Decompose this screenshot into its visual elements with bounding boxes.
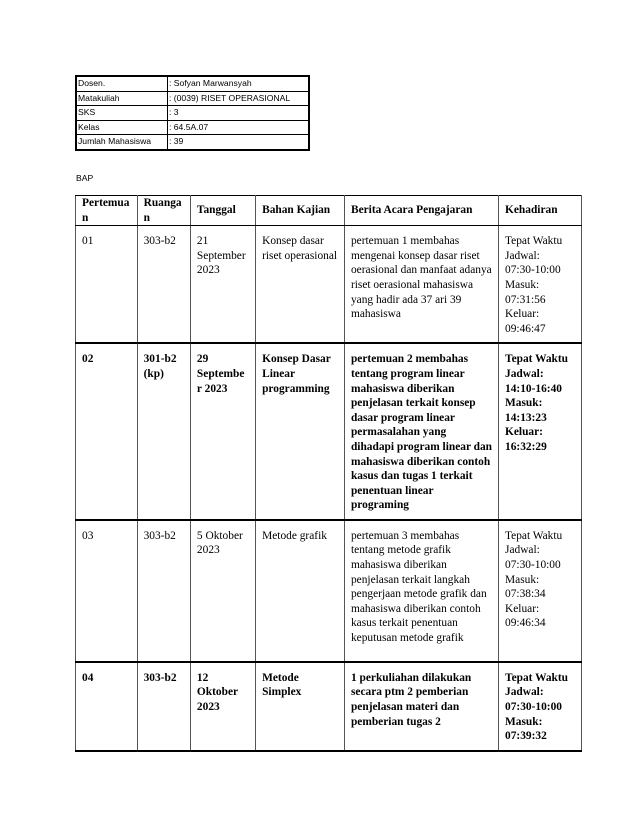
info-label: Kelas xyxy=(76,120,168,135)
cell-ruangan: 303-b2 xyxy=(137,520,190,662)
attendance-line: 07:38:34 xyxy=(505,588,546,601)
info-value: : 3 xyxy=(168,106,310,121)
info-label: Dosen. xyxy=(76,76,168,91)
cell-pertemuan: 03 xyxy=(76,520,138,662)
attendance-line: Jadwal: xyxy=(505,367,544,380)
cell-berita-acara: 1 perkuliahan dilakukan secara ptm 2 pemberian penjelasan materi dan pemberian tugas 2 xyxy=(344,662,498,751)
attendance-line: Masuk: xyxy=(505,573,540,586)
cell-tanggal: 12 Oktober 2023 xyxy=(190,662,255,751)
header-bahan-kajian: Bahan Kajian xyxy=(256,196,345,226)
info-value: : (0039) RISET OPERASIONAL xyxy=(168,91,310,106)
cell-bahan-kajian: Konsep dasar riset operasional xyxy=(256,226,345,344)
cell-berita-acara: pertemuan 1 membahas mengenai konsep dasar riset oerasional dan manfaat adanya riset oerasional mahasiswa yang hadir ada 37 ari 39 mahasiswa xyxy=(344,226,498,344)
cell-tanggal: 5 Oktober 2023 xyxy=(190,520,255,662)
attendance-line: Jadwal: xyxy=(505,686,544,699)
attendance-line: 07:31:56 xyxy=(505,293,546,306)
attendance-line: Masuk: xyxy=(505,397,543,410)
cell-pertemuan: 04 xyxy=(76,662,138,751)
table-row xyxy=(76,662,582,751)
cell-kehadiran xyxy=(499,343,582,520)
attendance-line: Jadwal: xyxy=(505,249,540,262)
info-row-kelas xyxy=(76,120,309,135)
attendance-line: 14:10-16:40 xyxy=(505,382,562,395)
cell-bahan-kajian: Metode grafik xyxy=(256,520,345,662)
info-row-matakuliah xyxy=(76,91,309,106)
table-header-row xyxy=(76,196,582,226)
cell-kehadiran xyxy=(499,662,582,751)
table-row xyxy=(76,343,582,520)
info-row-jumlah xyxy=(76,135,309,150)
attendance-line: 14:13:23 xyxy=(505,411,547,424)
attendance-line: Keluar: xyxy=(505,308,540,321)
header-pertemuan: Pertemuan xyxy=(76,196,138,226)
attendance-status: Tepat Waktu xyxy=(505,353,569,366)
cell-ruangan: 303-b2 xyxy=(137,226,190,344)
attendance-line: Keluar: xyxy=(505,602,540,615)
header-ruangan: Ruangan xyxy=(137,196,190,226)
attendance-line: Jadwal: xyxy=(505,544,540,557)
cell-ruangan: 303-b2 xyxy=(137,662,190,751)
info-value: : Sofyan Marwansyah xyxy=(168,76,310,91)
attendance-line: Masuk: xyxy=(505,715,543,728)
cell-bahan-kajian: Metode Simplex xyxy=(256,662,345,751)
section-label: BAP xyxy=(76,173,94,183)
table-row xyxy=(76,520,582,662)
info-row-sks xyxy=(76,106,309,121)
attendance-line: 07:30-10:00 xyxy=(505,701,562,714)
attendance-line: 07:30-10:00 xyxy=(505,264,561,277)
attendance-line: 09:46:47 xyxy=(505,322,546,335)
header-berita-acara: Berita Acara Pengajaran xyxy=(344,196,498,226)
cell-pertemuan: 01 xyxy=(76,226,138,344)
attendance-line: Masuk: xyxy=(505,278,540,291)
cell-kehadiran xyxy=(499,520,582,662)
attendance-status: Tepat Waktu xyxy=(505,671,569,684)
info-row-dosen xyxy=(76,76,309,91)
attendance-line: Keluar: xyxy=(505,426,543,439)
info-label: SKS xyxy=(76,106,168,121)
attendance-line: 07:39:32 xyxy=(505,730,547,743)
cell-tanggal: 29 September 2023 xyxy=(190,343,255,520)
table-row xyxy=(76,226,582,344)
header-kehadiran: Kehadiran xyxy=(499,196,582,226)
header-tanggal: Tanggal xyxy=(190,196,255,226)
info-value: : 64.5A.07 xyxy=(168,120,310,135)
info-value: : 39 xyxy=(168,135,310,150)
cell-tanggal: 21 September 2023 xyxy=(190,226,255,344)
cell-berita-acara: pertemuan 2 membahas tentang program linear mahasiswa diberikan penjelasan terkait konsep dasar program linear permasalahan yang dihadapi program linear dan mahasiswa diberikan contoh kasus dan tugas 1 terkait penentuan linear programing xyxy=(344,343,498,520)
bap-table xyxy=(75,195,582,752)
attendance-line: 09:46:34 xyxy=(505,617,546,630)
attendance-line: 07:30-10:00 xyxy=(505,559,561,572)
cell-ruangan: 301-b2 (kp) xyxy=(137,343,190,520)
attendance-line: 16:32:29 xyxy=(505,440,547,453)
cell-bahan-kajian: Konsep Dasar Linear programming xyxy=(256,343,345,520)
info-label: Matakuliah xyxy=(76,91,168,106)
cell-berita-acara: pertemuan 3 membahas tentang metode grafik mahasiswa diberikan penjelasan terkait langkah pengerjaan metode grafik dan mahasiswa diberikan contoh kasus terkait penentuan keputusan metode grafik xyxy=(344,520,498,662)
attendance-status: Tepat Waktu xyxy=(505,235,563,248)
course-info-table xyxy=(75,75,310,151)
cell-kehadiran xyxy=(499,226,582,344)
attendance-status: Tepat Waktu xyxy=(505,529,563,542)
cell-pertemuan: 02 xyxy=(76,343,138,520)
info-label: Jumlah Mahasiswa xyxy=(76,135,168,150)
